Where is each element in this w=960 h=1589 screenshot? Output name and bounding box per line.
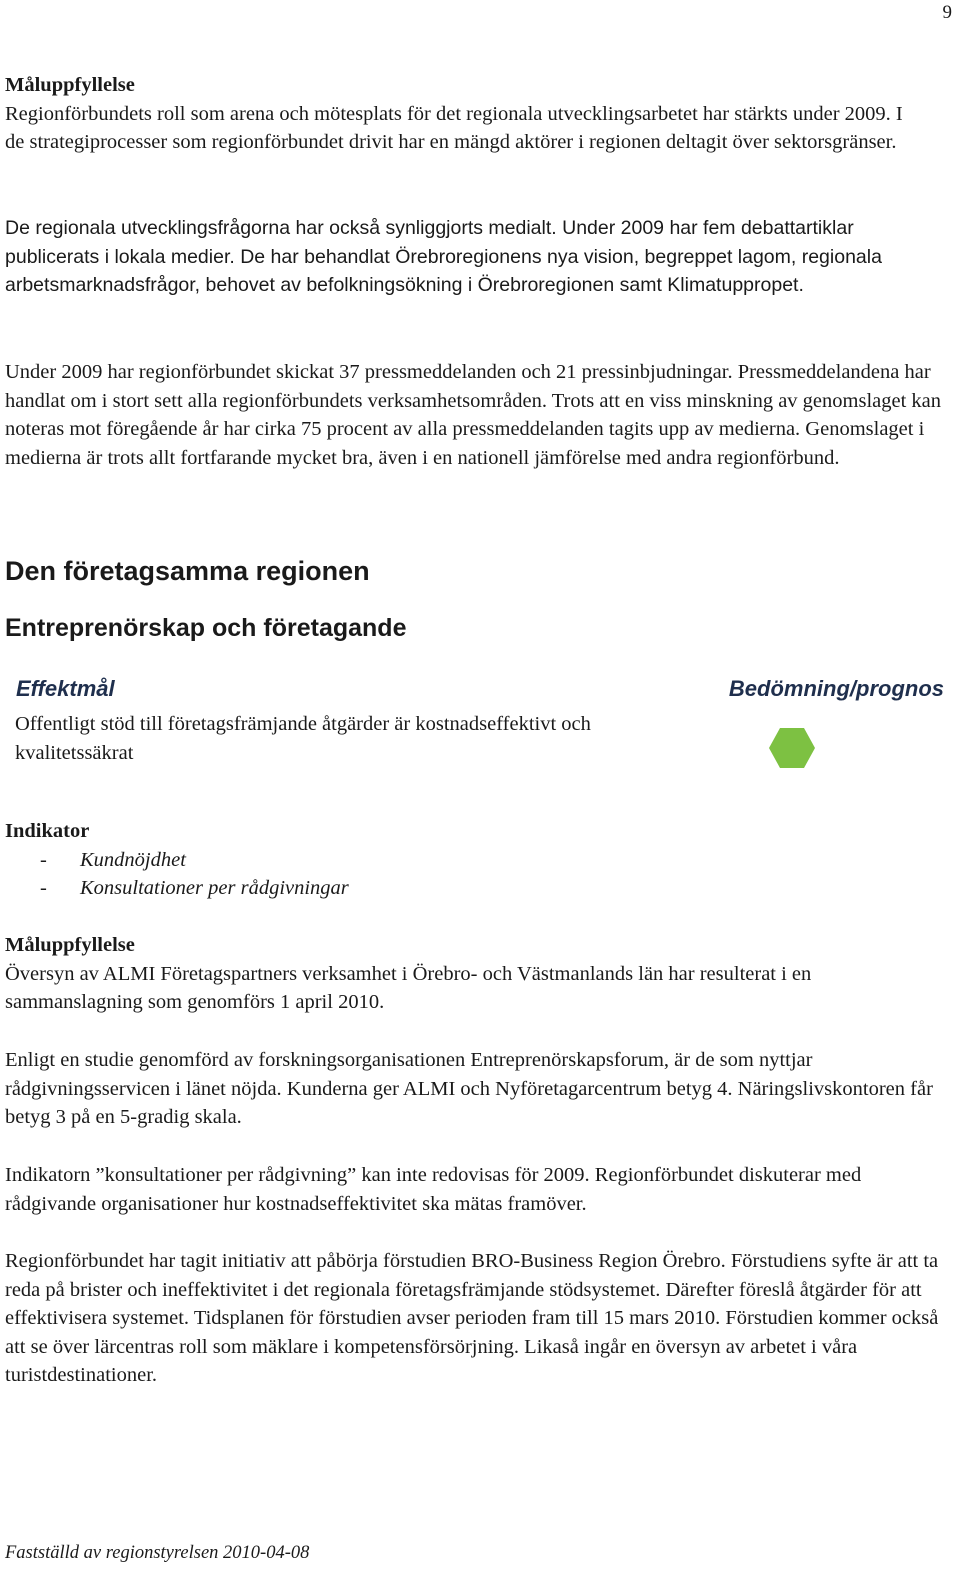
section-heading: Måluppfyllelse xyxy=(5,74,135,96)
section-goal-fulfillment-1-para3 xyxy=(5,358,950,472)
indicator-section xyxy=(5,817,950,903)
list-item: - Kundnöjdhet xyxy=(40,848,186,871)
paragraph: De regionala utvecklingsfrågorna har också synliggjorts medialt. Under 2009 har fem debattartiklar publicerats i lokala medier. De har behandlat Örebroregionens nya vision, begreppet lagom, regionala arbetsmarknadsfrågor, behovet av befolkningsökning i Örebroregionen samt Klimatuppropet. xyxy=(5,217,882,297)
paragraph-block xyxy=(5,1161,950,1218)
paragraph-block xyxy=(5,1046,950,1132)
page-number: 9 xyxy=(942,2,952,23)
section-goal-fulfillment-1 xyxy=(5,71,950,157)
indicator-list xyxy=(5,846,950,903)
section-goal-fulfillment-1-para2 xyxy=(5,214,950,300)
main-heading: Den företagsamma regionen xyxy=(5,556,370,586)
paragraph: Översyn av ALMI Företagspartners verksamhet i Örebro- och Västmanlands län har resulterat i en sammanslagning som genomförs 1 april 2010. xyxy=(5,962,812,1014)
sub-heading: Entreprenörskap och företagande xyxy=(5,614,407,642)
paragraph: Indikatorn ”konsultationer per rådgivning” kan inte redovisas för 2009. Regionförbundet diskuterar med rådgivande organisationer hur kostnadseffektivitet ska mätas framöver. xyxy=(5,1164,862,1215)
indicator-heading: Indikator xyxy=(5,820,90,842)
sub-heading-block xyxy=(5,613,950,643)
hexagon-icon xyxy=(769,728,815,768)
assessment-label: Bedömning/prognos xyxy=(728,676,944,701)
paragraph-block xyxy=(5,1247,950,1390)
paragraph: Enligt en studie genomförd av forskningsorganisationen Entreprenörskapsforum, är de som nyttjar rådgivningsservicen i länet nöjda. Kunderna ger ALMI och Nyföretagarcentrum betyg 4. Näringslivskontoren får betyg 3 på en 5-gradig skala. xyxy=(5,1049,933,1129)
paragraph: Under 2009 har regionförbundet skickat 37 pressmeddelanden och 21 pressinbjudningar. Pressmeddelandena har handlat om i stort sett alla regionförbundets verksamhetsområden. Trots att en viss minskning av genomslaget kan noteras mot föregående år har cirka 75 procent av alla pressmeddelanden tagits upp av medierna. Genomslaget i medierna är trots allt fortfarande mycket bra, även i en nationell jämförelse med andra regionförbund. xyxy=(5,361,942,469)
paragraph: Regionförbundets roll som arena och mötesplats för det regionala utvecklingsarbetet har stärkts under 2009. I de strategiprocesser som regionförbundet drivit har en mängd aktörer i regionen deltagit över sektorsgränser. xyxy=(5,102,903,154)
effect-goal-description: Offentligt stöd till företagsfrämjande åtgärder är kostnadseffektivt och kvalitetssäkrat xyxy=(15,713,591,764)
effect-goal-label: Effektmål xyxy=(16,676,115,701)
main-heading-block xyxy=(5,555,950,587)
footer-note: Fastställd av regionstyrelsen 2010-04-08 xyxy=(5,1543,310,1563)
effect-goal-text xyxy=(15,710,695,767)
list-item: - Konsultationer per rådgivningar xyxy=(40,877,349,900)
section-heading: Måluppfyllelse xyxy=(5,934,135,956)
section-goal-fulfillment-2 xyxy=(5,931,950,1017)
paragraph: Regionförbundet har tagit initiativ att påbörja förstudien BRO-Business Region Örebro. Förstudiens syfte är att ta reda på brister och ineffektivitet i det regionala företagsfrämjande stödsystemet. Därefter föreslå åtgärder för att effektivisera systemet. Tidsplanen för förstudien avser perioden fram till 15 mars 2010. Förstudien kommer också att se över lärcentras roll som mäklare i kompetensförsörjning. Likaså ingår en översyn av arbetet i våra turistdestinationer. xyxy=(5,1250,939,1387)
